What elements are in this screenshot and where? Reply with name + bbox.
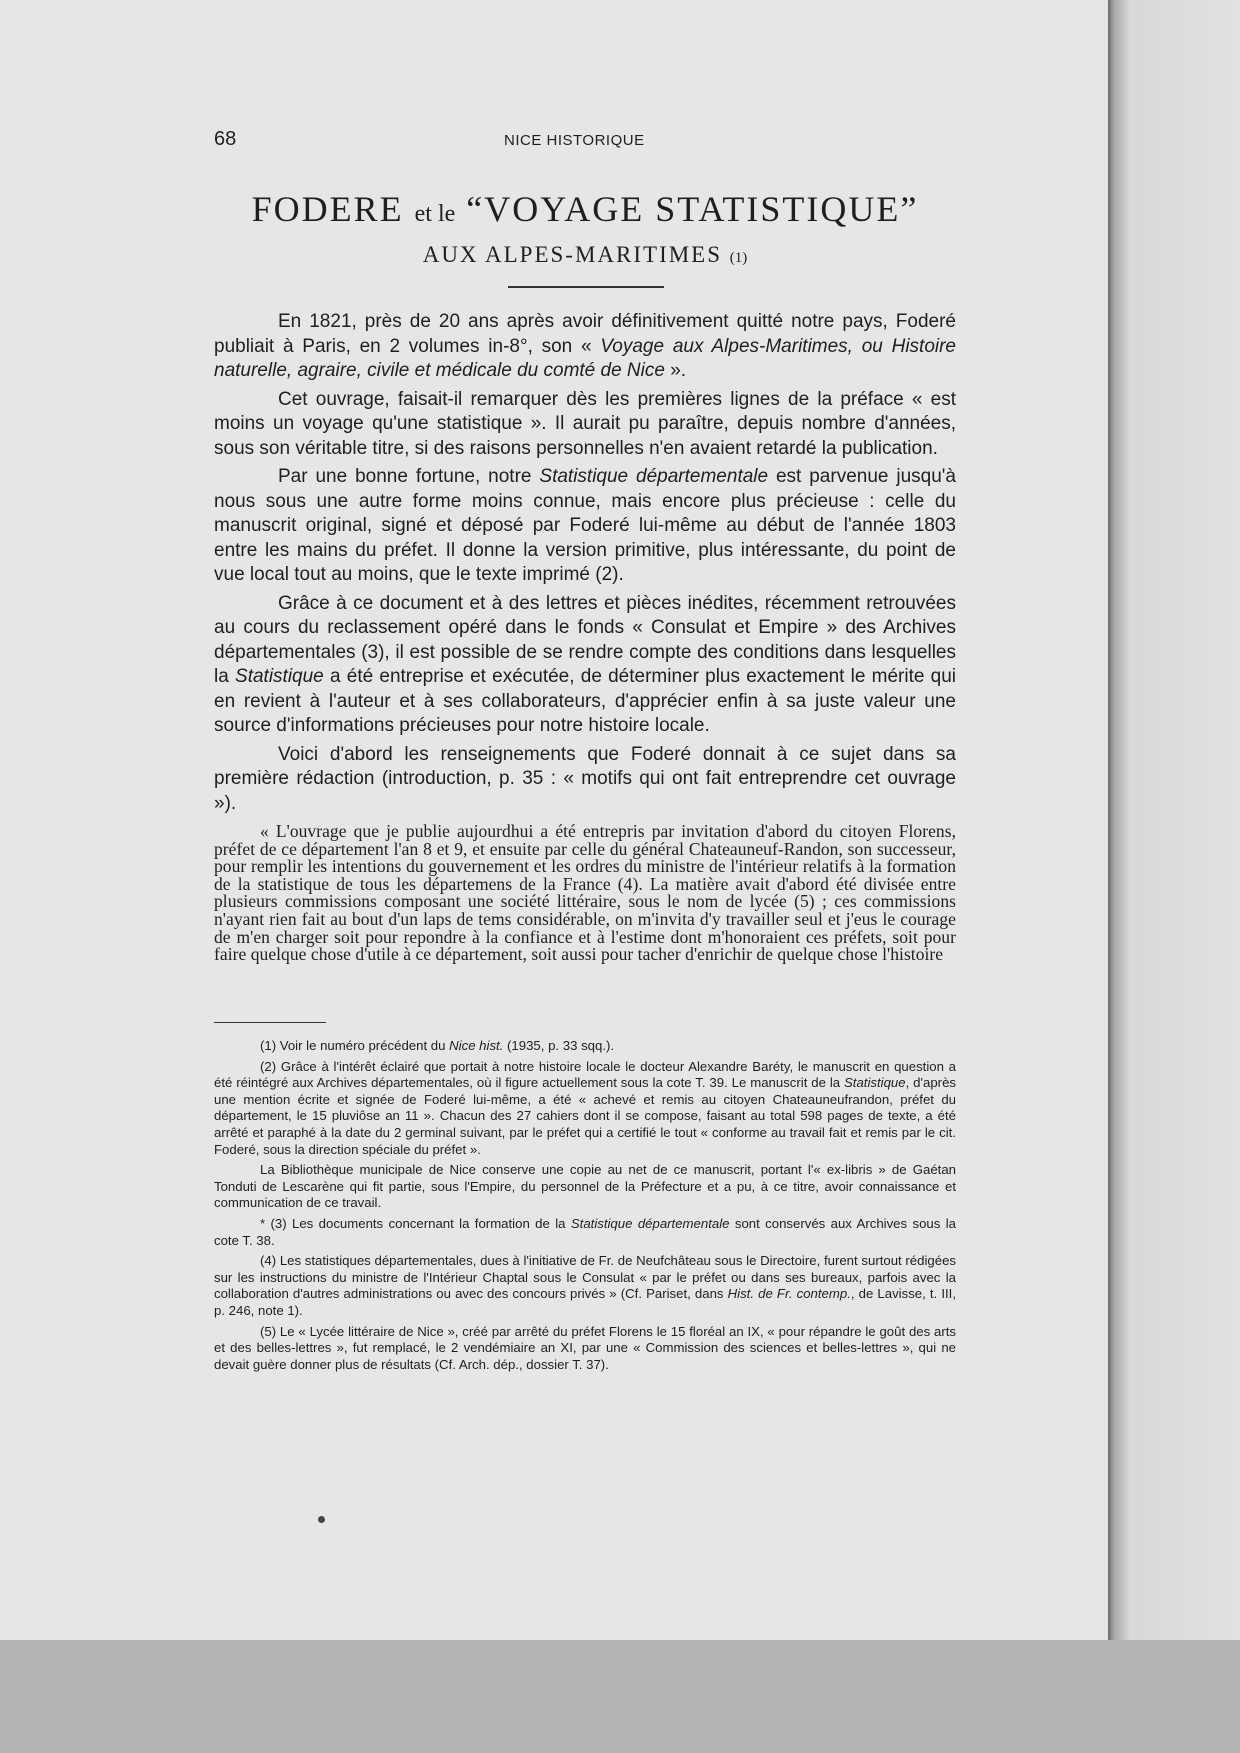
text-run: (4) Les statistiques départementales, dues à l'initiative de Fr. de Neufchâteau sous le Directoire, furent surtout rédigées sur les instructions du ministre de l'Intérieur Chaptal sous le Consulat « par le préfet ou dans ses bureaux, parfois avec la collaboration d'autres administrations ou avec des concours privés » (Cf. Pariset, dans (214, 1253, 956, 1302)
text-run: sont conservés aux Archives sous la cote T. 38. (214, 1215, 956, 1248)
text-run: (1) Voir le numéro précédent du (260, 1038, 450, 1053)
footnote-5: (5) Le « Lycée littéraire de Nice », créé par arrêté du préfet Florens le 15 floréal an IX, « pour répandre le goût des arts et des belles-lettres », fut remplacé, le 2 vendémiaire an XI, par une « Commission des sciences et belles-lettres », qui ne devait guère donner plus de résultats (Cf. Arch. dép., dossier T. 37). (214, 1323, 956, 1372)
italic-run: Statistique départementale (570, 1215, 730, 1231)
footnote-3 (214, 1216, 956, 1249)
footnotes (214, 1038, 956, 1377)
text-run: , d'après une mention écrite et signée de Foderé lui-même, a été « achevé et remis au citoyen Chateauneufrandon, préfet du département, le 15 pluviôse an 11 ». Chacun des 27 cahiers dont il se compose, faisant au total 598 pages de texte, a été arrêté et paraphé à la date du 2 germinal suivant, par le préfet qui a certifié le tout « conforme au travail fait et remis par le cit. Foderé, sous la direction spéciale du préfet ». (214, 1075, 956, 1157)
page-edge (1108, 0, 1240, 1640)
text-run: a été entreprise et exécutée, de déterminer plus exactement le mérite qui en revient à l'auteur et à ses collaborateurs, d'apprécier enfin à sa juste valeur une source d'informations précieuses pour notre histoire locale. (214, 666, 956, 736)
italic-run: Hist. de Fr. contemp. (727, 1286, 851, 1302)
text-run: est parvenue jusqu'à nous sous une autre forme moins connue, mais encore plus précieuse : celle du manuscrit original, signé et déposé par Foderé lui-même au début de l'année 1803 entre les mains du préfet. Il donne la version primitive, plus intéressante, du point de vue local tout au moins, que le texte imprimé (2). (214, 466, 957, 585)
text-run: Par une bonne fortune, notre (278, 466, 540, 487)
title-rule (508, 286, 664, 288)
subtitle-text: AUX ALPES-MARITIMES (422, 242, 723, 267)
running-head: NICE HISTORIQUE (504, 132, 645, 149)
paragraph (214, 592, 956, 739)
italic-run: Nice hist. (449, 1038, 504, 1053)
subtitle-note-ref: (1) (729, 250, 748, 266)
footnote-2-continued: La Bibliothèque municipale de Nice conserve une copie au net de ce manuscrit, portant l'« ex-libris » de Gaétan Tonduti de Lescarène qui fit partie, sous l'Empire, du personnel de la Préfecture et a pu, à ce titre, avoir connaissance et communication de ce travail. (214, 1162, 956, 1211)
article-subtitle (214, 242, 956, 268)
text-run: * (3) Les documents concernant la formation de la (260, 1215, 571, 1231)
article-title (214, 188, 956, 230)
italic-run: Voyage aux Alpes-Maritimes, ou Histoire naturelle, agraire, civile et médicale du comté de Nice (214, 335, 957, 381)
italic-run: Statistique (235, 666, 324, 687)
paragraph: Cet ouvrage, faisait-il remarquer dès les premières lignes de la préface « est moins un voyage qu'une statistique ». Il aurait pu paraître, depuis nombre d'années, sous son véritable titre, si des raisons personnelles n'en avaient retardé la publication. (214, 388, 956, 459)
title-part2: et le (414, 201, 456, 227)
text-run: En 1821, près de 20 ans après avoir définitivement quitté notre pays, Foderé publiait à Paris, en 2 volumes in-8°, son « (214, 311, 956, 357)
title-part1: FODERE (251, 189, 404, 229)
italic-run: Statistique (844, 1075, 906, 1091)
text-run: (2) Grâce à l'intérêt éclairé que portait à notre histoire locale le docteur Alexandre Baréty, le manuscrit en question a été réintégré aux Archives départementales, où il figure actuellement sous la cote T. 39. Le manuscrit de la (214, 1058, 956, 1091)
text-run: , de Lavisse, t. III, p. 246, note 1). (214, 1286, 956, 1318)
footnote-1 (214, 1038, 956, 1055)
footnote-rule (214, 1022, 326, 1023)
page-number: 68 (214, 128, 237, 150)
ink-dot (318, 1516, 325, 1523)
block-quote (214, 823, 956, 964)
page-header (214, 128, 894, 151)
footnote-4 (214, 1253, 956, 1319)
text-run: (1935, p. 33 sqq.). (503, 1038, 615, 1053)
title-part3: “VOYAGE STATISTIQUE” (466, 189, 919, 229)
scan-background (0, 1640, 1240, 1753)
paragraph (214, 465, 956, 588)
body-text (214, 310, 956, 820)
paragraph (214, 310, 956, 384)
text-run: ». (664, 360, 687, 381)
text-run: Grâce à ce document et à des lettres et pièces inédites, récemment retrouvées au cours du reclassement opéré dans le fonds « Consulat et Empire » des Archives départementales (3), il est possible de se rendre compte des conditions dans lesquelles la (214, 592, 956, 687)
paragraph: Voici d'abord les renseignements que Foderé donnait à ce sujet dans sa première rédaction (introduction, p. 35 : « motifs qui ont fait entreprendre cet ouvrage »). (214, 743, 956, 814)
italic-run: Statistique départementale (539, 466, 769, 487)
quote-paragraph: « L'ouvrage que je publie aujourdhui a été entrepris par invitation d'abord du citoyen Florens, préfet de ce département l'an 8 et 9, et ensuite par celle du général Chateauneuf-Randon, son successeur, pour remplir les intentions du gouvernement et les ordres du ministre de l'intérieur relatifs à la formation de la statistique de tous les départemens de la France (4). La matière avait d'abord été divisée entre plusieurs commissions composant une société littéraire, sous le nom de lycée (5) ; ces commissions n'ayant rien fait au bout d'un laps de tems considérable, on m'invita d'y travailler seul et j'eus le courage de m'en charger soit pour repondre à la confiance et à l'estime dont m'honoraient ces préfets, soit pour faire quelque chose d'utile à ce département, soit aussi pour tacher d'enrichir de quelque chose l'histoire (214, 821, 956, 965)
footnote-2 (214, 1059, 956, 1159)
